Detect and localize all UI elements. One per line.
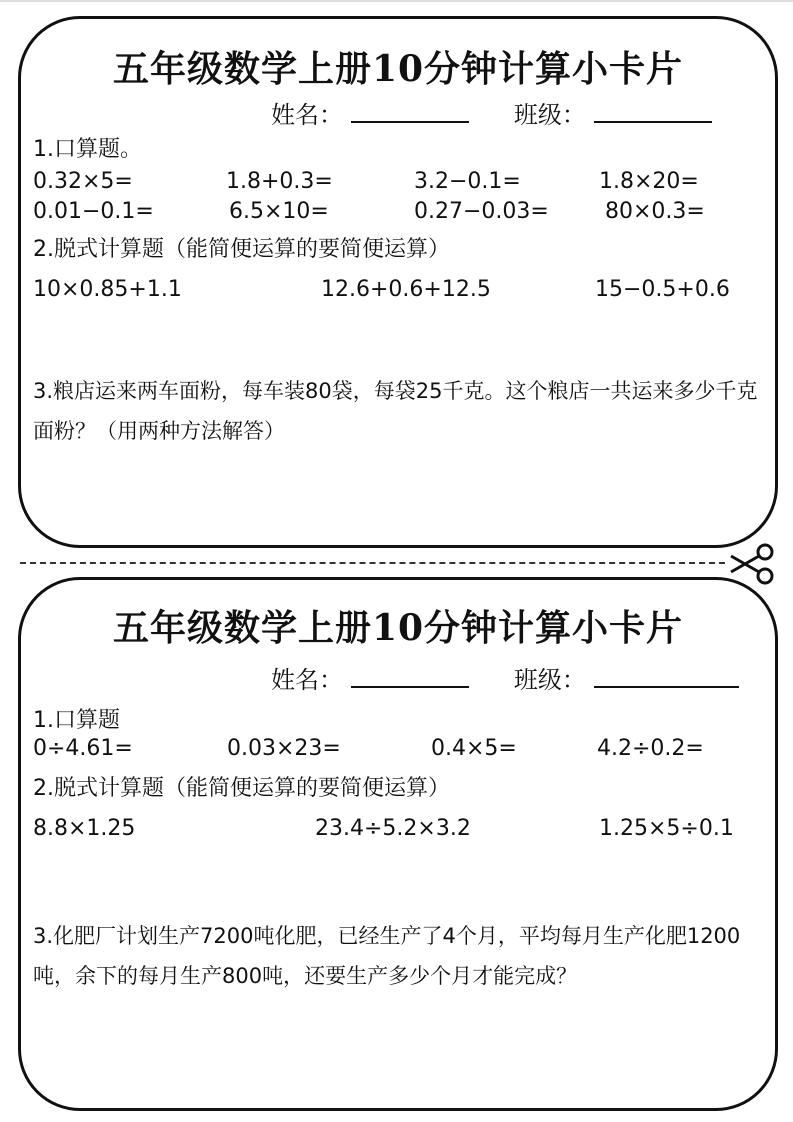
name-label: 姓名： (271, 666, 343, 694)
cut-line (20, 562, 725, 564)
section-oral-heading: 1.口算题。 (33, 137, 142, 162)
calc-item: 15−0.5+0.6 (595, 277, 730, 302)
oral-item: 80×0.3= (605, 199, 705, 224)
oral-item: 4.2÷0.2= (597, 736, 704, 761)
oral-item: 3.2−0.1= (414, 169, 521, 194)
word-problem: 3.粮店运来两车面粉，每车装80袋，每袋25千克。这个粮店一共运来多少千克面粉？（用两种方法解答） (33, 379, 758, 443)
card-title: 五年级数学上册10分钟计算小卡片 (112, 607, 684, 649)
calc-item: 8.8×1.25 (33, 816, 136, 841)
class-label: 班级： (513, 101, 586, 129)
oral-item: 0.32×5= (33, 169, 133, 194)
name-row (271, 95, 712, 130)
oral-item: 1.8+0.3= (226, 169, 333, 194)
oral-item: 1.8×20= (599, 169, 699, 194)
class-field[interactable] (594, 668, 739, 688)
class-label: 班级： (513, 666, 586, 694)
page-top-rule (0, 0, 793, 2)
calc-item: 1.25×5÷0.1 (599, 816, 734, 841)
card-2 (18, 577, 778, 1111)
oral-item: 0÷4.61= (33, 736, 133, 761)
name-field[interactable] (351, 668, 469, 688)
oral-item: 0.03×23= (227, 736, 341, 761)
section-calc-heading: 2.脱式计算题（能简便运算的要简便运算） (33, 237, 450, 262)
name-label: 姓名： (271, 101, 343, 129)
section-calc-heading: 2.脱式计算题（能简便运算的要简便运算） (33, 776, 450, 801)
calc-item: 12.6+0.6+12.5 (321, 277, 491, 302)
section-oral-heading: 1.口算题 (33, 708, 120, 733)
card-1 (18, 16, 778, 548)
class-field[interactable] (594, 103, 712, 123)
calc-item: 23.4÷5.2×3.2 (315, 816, 471, 841)
oral-item: 0.01−0.1= (33, 199, 154, 224)
word-problem: 3.化肥厂计划生产7200吨化肥，已经生产了4个月，平均每月生产化肥1200吨，余下的每月生产800吨，还要生产多少个月才能完成？ (33, 924, 741, 988)
name-row (271, 660, 739, 695)
oral-item: 0.27−0.03= (414, 199, 549, 224)
name-field[interactable] (351, 103, 469, 123)
calc-item: 10×0.85+1.1 (33, 277, 182, 302)
oral-item: 6.5×10= (229, 199, 329, 224)
card-title: 五年级数学上册10分钟计算小卡片 (112, 48, 684, 90)
oral-item: 0.4×5= (431, 736, 517, 761)
